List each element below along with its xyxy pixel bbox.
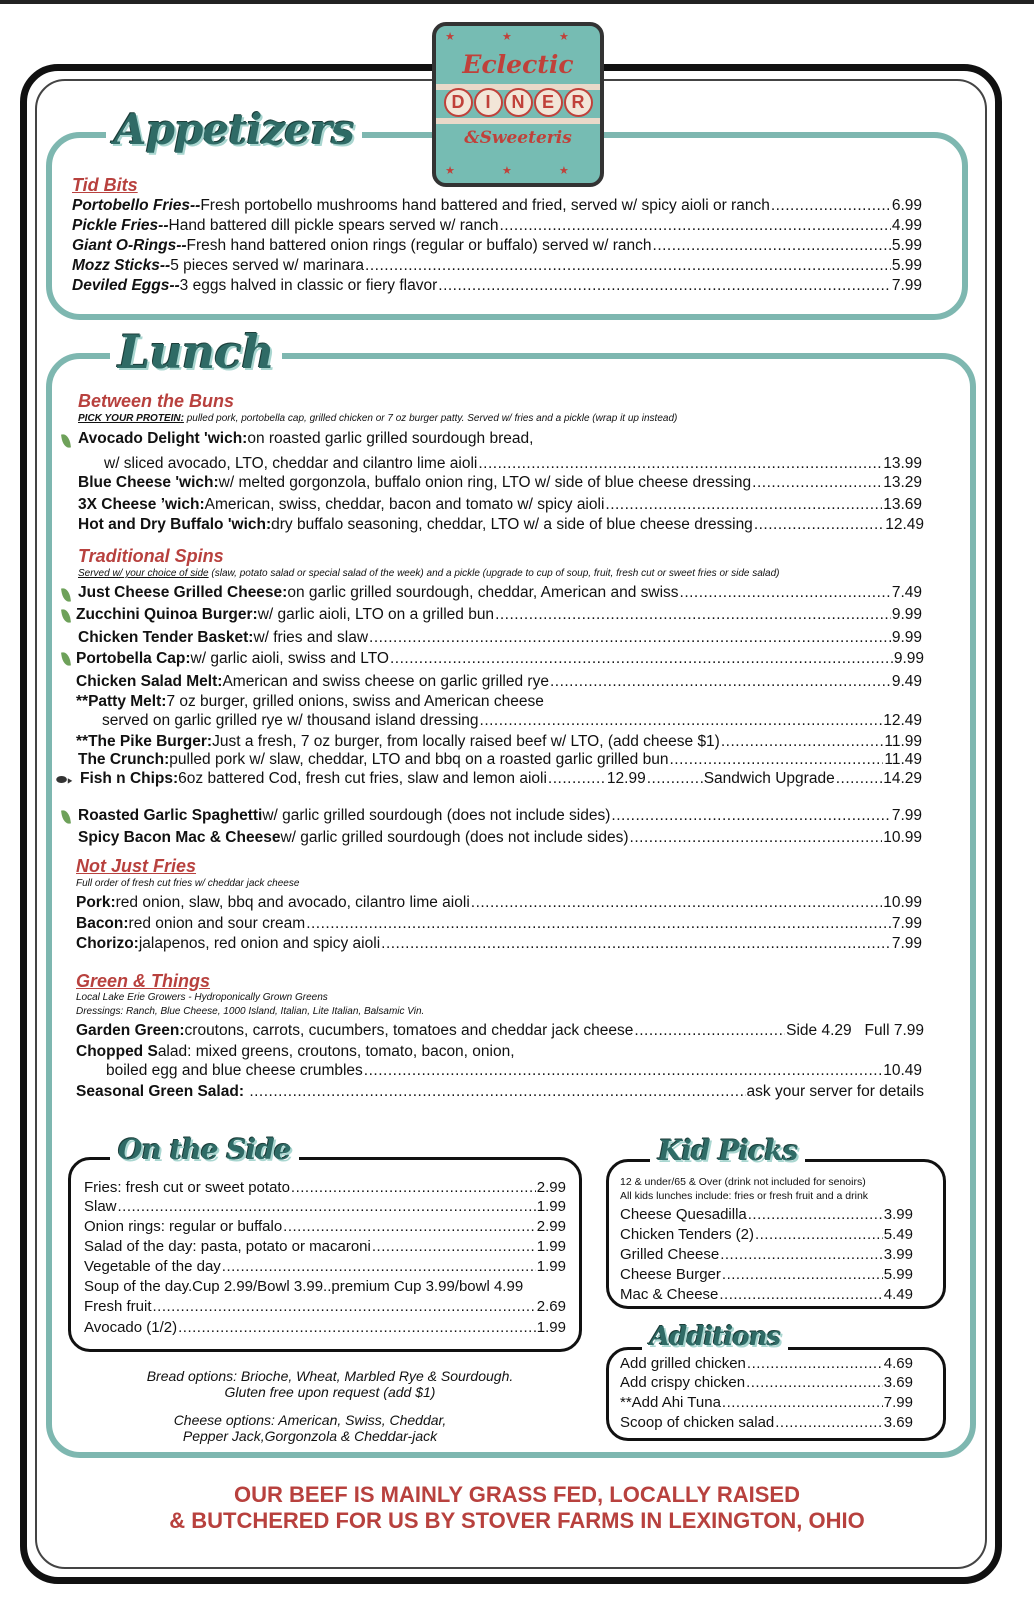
menu-item: Roasted Garlic Spaghetti w/ garlic grilled sourdough (does not include sides) ..... 7.99 bbox=[78, 807, 922, 825]
on-the-side-heading: On the Side bbox=[110, 1133, 299, 1166]
fries-note: Full order of fresh cut fries w/ cheddar jack cheese bbox=[76, 878, 300, 889]
menu-item: 3X Cheese ’wich: American, swiss, cheddar, bacon and tomato w/ spicy aioli ..... 13.69 bbox=[78, 496, 922, 514]
menu-item: Bacon: red onion and sour cream ..... 7.99 bbox=[76, 915, 922, 933]
logo-diner bbox=[436, 88, 600, 117]
logo-letter: D bbox=[444, 88, 473, 117]
addition-item: Add crispy chicken ..... 3.69 bbox=[620, 1374, 913, 1391]
kids-note-2: All kids lunches include: fries or fresh fruit and a drink bbox=[620, 1190, 869, 1202]
logo-sweeteries: &Sweeteris bbox=[464, 128, 572, 148]
menu-item: Giant O-Rings-- Fresh hand battered onion rings (regular or buffalo) served w/ ranch ..... 5.99 bbox=[72, 237, 922, 255]
menu-item: **Patty Melt: 7 oz burger, grilled onions, swiss and American cheese bbox=[76, 693, 544, 710]
spins-note: Served w/ your choice of side (slaw, potato salad or special salad of the week) and a pickle (upgrade to cup of soup, fruit, fresh cut or sweet fries or side salad) bbox=[78, 568, 780, 579]
menu-item: Blue Cheese 'wich: w/ melted gorgonzola, buffalo onion ring, LTO w/ side of blue cheese dressing ..... 13.29 bbox=[78, 474, 922, 492]
menu-item-continued: w/ sliced avocado, LTO, cheddar and cilantro lime aioli ..... 13.99 bbox=[104, 455, 922, 473]
logo-letter: N bbox=[504, 88, 533, 117]
top-rule bbox=[0, 0, 1034, 4]
green-note-2: Dressings: Ranch, Blue Cheese, 1000 Island, Italian, Lite Italian, Balsamic Vin. bbox=[76, 1006, 425, 1017]
logo-letter: I bbox=[474, 88, 503, 117]
menu-item: Seasonal Green Salad: ..... ask your server for details bbox=[76, 1083, 924, 1101]
menu-item: Zucchini Quinoa Burger: w/ garlic aioli, LTO on a grilled bun ..... 9.99 bbox=[76, 606, 922, 624]
fish-icon: ⬬▸ bbox=[56, 772, 73, 787]
menu-item: Fish n Chips: 6oz battered Cod, fresh cut fries, slaw and lemon aioli ..... 12.99 ..... Sandwich Upgrade ..... 14.29 bbox=[80, 770, 922, 788]
menu-item: Portobella Cap: w/ garlic aioli, swiss and LTO ..... 9.99 bbox=[76, 650, 924, 668]
side-item: Avocado (1/2) ..... 1.99 bbox=[84, 1319, 566, 1336]
menu-item: Portobello Fries-- Fresh portobello mushrooms hand battered and fried, served w/ spicy aioli or ranch ..... 6.99 bbox=[72, 197, 922, 215]
side-item: Salad of the day: pasta, potato or macaroni ..... 1.99 bbox=[84, 1238, 566, 1255]
logo-stars-icon: ★ ★ ★ bbox=[445, 165, 591, 177]
menu-item: **The Pike Burger: Just a fresh, 7 oz burger, from locally raised beef w/ LTO, (add cheese $1) ..... 11.99 bbox=[76, 733, 922, 751]
logo-letter: E bbox=[534, 88, 563, 117]
appetizers-heading: Appetizers bbox=[106, 105, 362, 154]
menu-item: Hot and Dry Buffalo 'wich: dry buffalo seasoning, cheddar, LTO w/ a side of blue cheese dressing ..... 12.49 bbox=[78, 516, 924, 534]
menu-item-continued: boiled egg and blue cheese crumbles ..... 10.49 bbox=[106, 1062, 922, 1080]
addition-item: Add grilled chicken ..... 4.69 bbox=[620, 1355, 913, 1372]
beef-statement: OUR BEEF IS MAINLY GRASS FED, LOCALLY RAISED & BUTCHERED FOR US BY STOVER FARMS IN LEXINGTON, OHIO bbox=[169, 1482, 865, 1533]
kid-item: Chicken Tenders (2) ..... 5.49 bbox=[620, 1226, 913, 1243]
logo-letter: R bbox=[564, 88, 593, 117]
lunch-heading: Lunch bbox=[110, 325, 282, 379]
traditional-spins-title: Traditional Spins bbox=[78, 546, 224, 566]
buns-note: PICK YOUR PROTEIN: pulled pork, portobella cap, grilled chicken or 7 oz burger patty. Served w/ fries and a pickle (wrap it up instead) bbox=[78, 413, 678, 424]
menu-item: Deviled Eggs-- 3 eggs halved in classic or fiery flavor ..... 7.99 bbox=[72, 277, 922, 295]
bread-options: Bread options: Brioche, Wheat, Marbled Rye & Sourdough. Gluten free upon request (add $1) bbox=[146, 1368, 514, 1400]
tid-bits-title: Tid Bits bbox=[72, 175, 138, 195]
kid-item: Mac & Cheese ..... 4.49 bbox=[620, 1286, 913, 1303]
cheese-options: Cheese options: American, Swiss, Cheddar, Pepper Jack,Gorgonzola & Cheddar-jack bbox=[173, 1412, 447, 1444]
menu-item: Avocado Delight 'wich: on roasted garlic grilled sourdough bread, bbox=[78, 430, 534, 447]
kid-item: Cheese Quesadilla ..... 3.99 bbox=[620, 1206, 913, 1223]
green-note-1: Local Lake Erie Growers - Hydroponically Grown Greens bbox=[76, 992, 328, 1003]
kids-note-1: 12 & under/65 & Over (drink not included for senoirs) bbox=[620, 1176, 866, 1188]
side-item: Onion rings: regular or buffalo ..... 2.99 bbox=[84, 1218, 566, 1235]
menu-item-continued: served on garlic grilled rye w/ thousand island dressing ..... 12.49 bbox=[102, 712, 922, 730]
menu-item: Pickle Fries-- Hand battered dill pickle spears served w/ ranch ..... 4.99 bbox=[72, 217, 922, 235]
kid-item: Grilled Cheese ..... 3.99 bbox=[620, 1246, 913, 1263]
menu-item: Mozz Sticks-- 5 pieces served w/ marinara ..... 5.99 bbox=[72, 257, 922, 275]
menu-item: The Crunch: pulled pork w/ slaw, cheddar, LTO and bbq on a roasted garlic grilled bun ..... 11.49 bbox=[78, 751, 922, 769]
side-item: Fresh fruit ..... 2.69 bbox=[84, 1298, 566, 1315]
kid-item: Cheese Burger ..... 5.99 bbox=[620, 1266, 913, 1283]
between-buns-title: Between the Buns bbox=[78, 391, 235, 411]
addition-item: **Add Ahi Tuna ..... 7.99 bbox=[620, 1394, 913, 1411]
menu-item: Garden Green: croutons, carrots, cucumbers, tomatoes and cheddar jack cheese ..... Side 4.29 Full 7.99 bbox=[76, 1022, 924, 1040]
menu-item: Spicy Bacon Mac & Cheese w/ garlic grilled sourdough (does not include sides) ..... 10.99 bbox=[78, 829, 922, 847]
menu-item: Chicken Tender Basket: w/ fries and slaw ..... 9.99 bbox=[78, 629, 922, 647]
logo-eclectic: Eclectic bbox=[462, 50, 574, 79]
side-soup: Soup of the day.Cup 2.99/Bowl 3.99..premium Cup 3.99/bowl 4.99 bbox=[84, 1278, 524, 1295]
menu-item: Chicken Salad Melt: American and swiss cheese on garlic grilled rye ..... 9.49 bbox=[76, 673, 922, 691]
diner-logo bbox=[432, 22, 604, 187]
kid-picks-heading: Kid Picks bbox=[650, 1134, 805, 1167]
logo-stars-icon: ★ ★ ★ bbox=[445, 31, 591, 43]
menu-item: Chopped S alad: mixed greens, croutons, tomato, bacon, onion, bbox=[76, 1043, 515, 1060]
side-item: Slaw ..... 1.99 bbox=[84, 1198, 566, 1215]
menu-item: Pork: red onion, slaw, bbq and avocado, cilantro lime aioli ..... 10.99 bbox=[76, 894, 922, 912]
side-item: Vegetable of the day ..... 1.99 bbox=[84, 1258, 566, 1275]
menu-item: Just Cheese Grilled Cheese: on garlic grilled sourdough, cheddar, American and swiss ..... 7.49 bbox=[78, 584, 922, 602]
menu-item: Chorizo: jalapenos, red onion and spicy aioli ..... 7.99 bbox=[76, 935, 922, 953]
green-things-title: Green & Things bbox=[76, 971, 211, 991]
not-just-fries-title: Not Just Fries bbox=[76, 856, 197, 876]
addition-item: Scoop of chicken salad ..... 3.69 bbox=[620, 1414, 913, 1431]
side-item: Fries: fresh cut or sweet potato ..... 2.99 bbox=[84, 1179, 566, 1196]
additions-heading: Additions bbox=[642, 1322, 788, 1352]
